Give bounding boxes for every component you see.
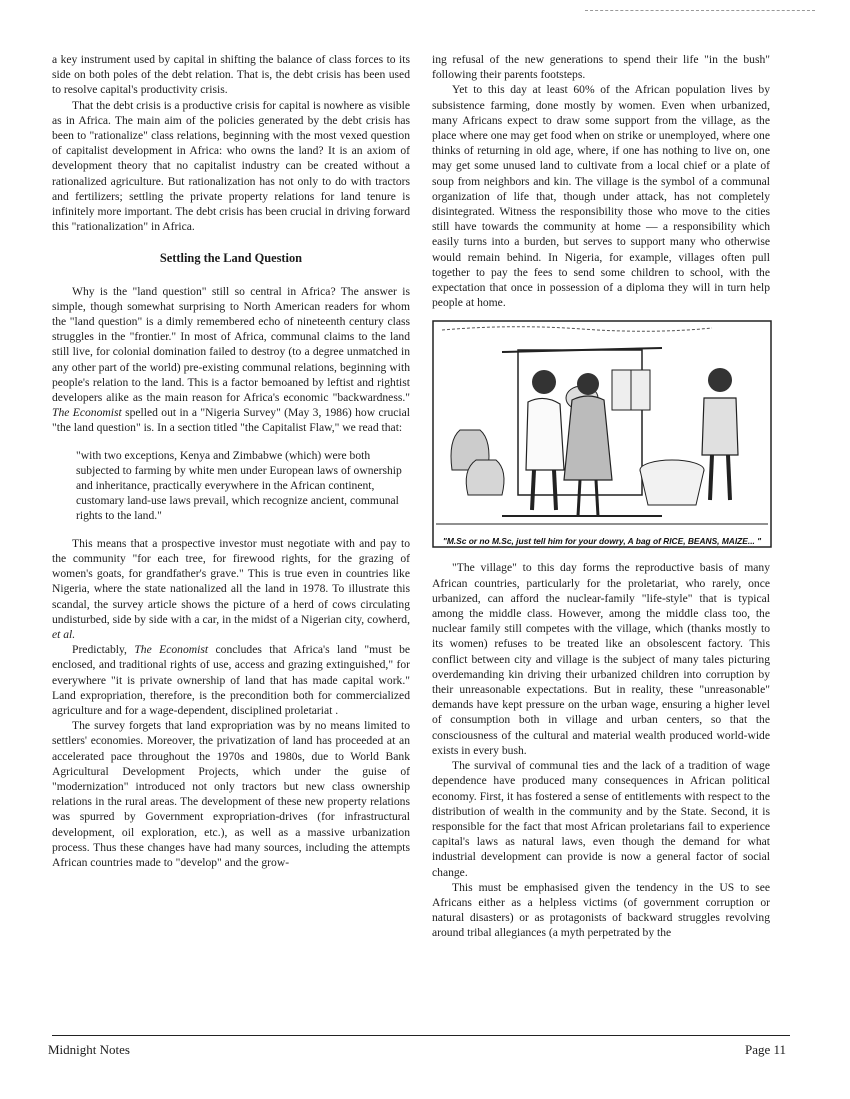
paragraph: Why is the "land question" still so central in Africa? The answer is simple, though somewhat surprising to North American readers for whom the "land question" is a dimly remembered echo of nineteenth century class struggles in the "frontier." In most of Africa, communal claims to the land still live, for colonial domination failed to destroy (to a degree unmatched in any other part of the world) pre-existing communal relations, beginning with people's relation to the land. This is a factor bemoaned by leftist and rightist developers alike as the main reason for Africa's economic "backwardness." The Economist spelled out in a "Nigeria Survey" (May 3, 1986) how crucial "the land question" is. In a section titled "the Capitalist Flaw," we read that: [52,284,410,435]
left-column [52,52,410,870]
cartoon-caption: "M.Sc or no M.Sc, just tell him for your dowry, A bag of RICE, BEANS, MAIZE... " [442,536,762,547]
publication-name: Midnight Notes [48,1042,130,1057]
paragraph: This must be emphasised given the tendency in the US to see Africans either as a helpless victims (of government corruption or natural disasters) or as protagonists of backward struggles revolving around tribal allegiances (a myth perpetrated by the [432,880,770,940]
cartoon-drawing [432,320,772,548]
right-column [432,52,770,941]
scan-artifact-line [585,10,815,11]
paragraph: That the debt crisis is a productive crisis for capital is nowhere as visible as in Africa. The main aim of the policies generated by the debt crisis has been to "rationalize" class relations, beginning with the most vexed question of capitalist development in Africa: who owns the land? It is an axiom of development theory that no capitalist industry can be created without a rationalized agriculture. But rationalization has not only to do with tractors and fertilizers; settling the private property relations for land tenure is infinitely more important. The debt crisis has been crucial in driving forward this "rationalization" in Africa. [52,98,410,234]
paragraph: Predictably, The Economist concludes that Africa's land "must be enclosed, and traditional rights of use, access and grazing extinguished," for everywhere "it is private ownership of land that has made capital work." Land expropriation, therefore, is the precondition both for commercialized agriculture and for a wage-dependent, disciplined proletariat . [52,643,411,717]
section-heading: Settling the Land Question [159,251,303,266]
footer-rule [52,1035,790,1036]
paragraph: This means that a prospective investor must negotiate with and pay to the community "for each tree, for firewood rights, for the grazing of women's goats, for grandfather's grave." This is true even in countries like Nigeria, where the state nationalized all the land in 1978. To illustrate this scandal, the survey article shows the picture of a herd of cows circulating undisturbed, side by side with a car, in the midst of a Nigerian city, cowherd, et al. [52,536,410,641]
cartoon-illustration [432,320,772,548]
block-quote: "with two exceptions, Kenya and Zimbabwe (which) were both subjected to farming by white men under European laws of ownership and inheritance, practically everywhere in the African continent, customary land-use laws prevail, which recognize ancient, communal rights to the land." [76,448,402,523]
paragraph: ing refusal of the new generations to spend their life "in the bush" following their parents footsteps. [432,53,770,82]
page-number: Page 11 [745,1042,787,1057]
paragraph: a key instrument used by capital in shifting the balance of class forces to its side on both poles of the debt relation. That is, the debt crisis has been used to resolve capital's productivity crisis. [52,53,410,97]
paragraph: The survey forgets that land expropriation was by no means limited to settlers' economies. Moreover, the privatization of land has proceeded at an accelerated pace throughout the 1970s and 1980s, due to World Bank Agricultural Development Projects, which under the guise of "modernization" introduced not only tractors but new class ownership relations in the rural areas. The development of these new property relations was spurred by Government expropriation-drives (for infrastructural development, oil exploration, etc.), as well as a massive urbanization process. Thus these changes have had many sources, including the attempts African countries made to "develop" and the grow- [52,719,410,869]
paragraph: Yet to this day at least 60% of the African population lives by subsistence farming, done mostly by women. Even when urbanized, many Africans expect to draw some support from the village, as the place where one may get food when on strike or unemployed, where one thinks of returning in old age, where, if one has nothing to live on, one may get some unused land to cultivate from a local chief or a plate of soup from neighbors and kin. The village is the symbol of a communal organization of life that, though under attack, has not completely disintegrated. Witness the responsibility those who move to the cities still have towards the community at home — a responsibility which easily turns into a burden, but serves to support many who otherwise would remain behind. In Nigeria, for example, villages often pull together to pay the fees to send some children to school, with the expectation that once in possession of a diploma they will in turn help people at home. [432,83,770,310]
paragraph: The survival of communal ties and the lack of a tradition of wage dependence have produced many consequences in African political economy. First, it has fostered a sense of entitlements with respect to the distribution of wealth in the community and by the State. Second, it is responsible for the fact that most African proletarians fail to experience capital's laws as natural laws, even though the demand for what industrial development can provide is now a general factor of social change. [432,759,770,879]
paragraph: "The village" to this day forms the reproductive basis of many African countries, particularly for the proletariat, who rarely, once urbanized, can afford the nuclear-family "life-style" that is typical among the middle class. However, among the middle class too, the nuclear family still competes with the village, which (thanks mostly to its women) refuses to be treated like an obsolescent factory. This conflict between city and village is the subject of many tales picturing overdemanding kin driving their urbanized children into corruption by their unreasonable expectations. But in reality, these "unreasonable" demands have kept pressure on the urban wage, ensuring a higher level of consumption both in village and urban centers, so that the consciousness of the cultural and material wealth produced world-wide exists in every bush. [432,561,770,757]
